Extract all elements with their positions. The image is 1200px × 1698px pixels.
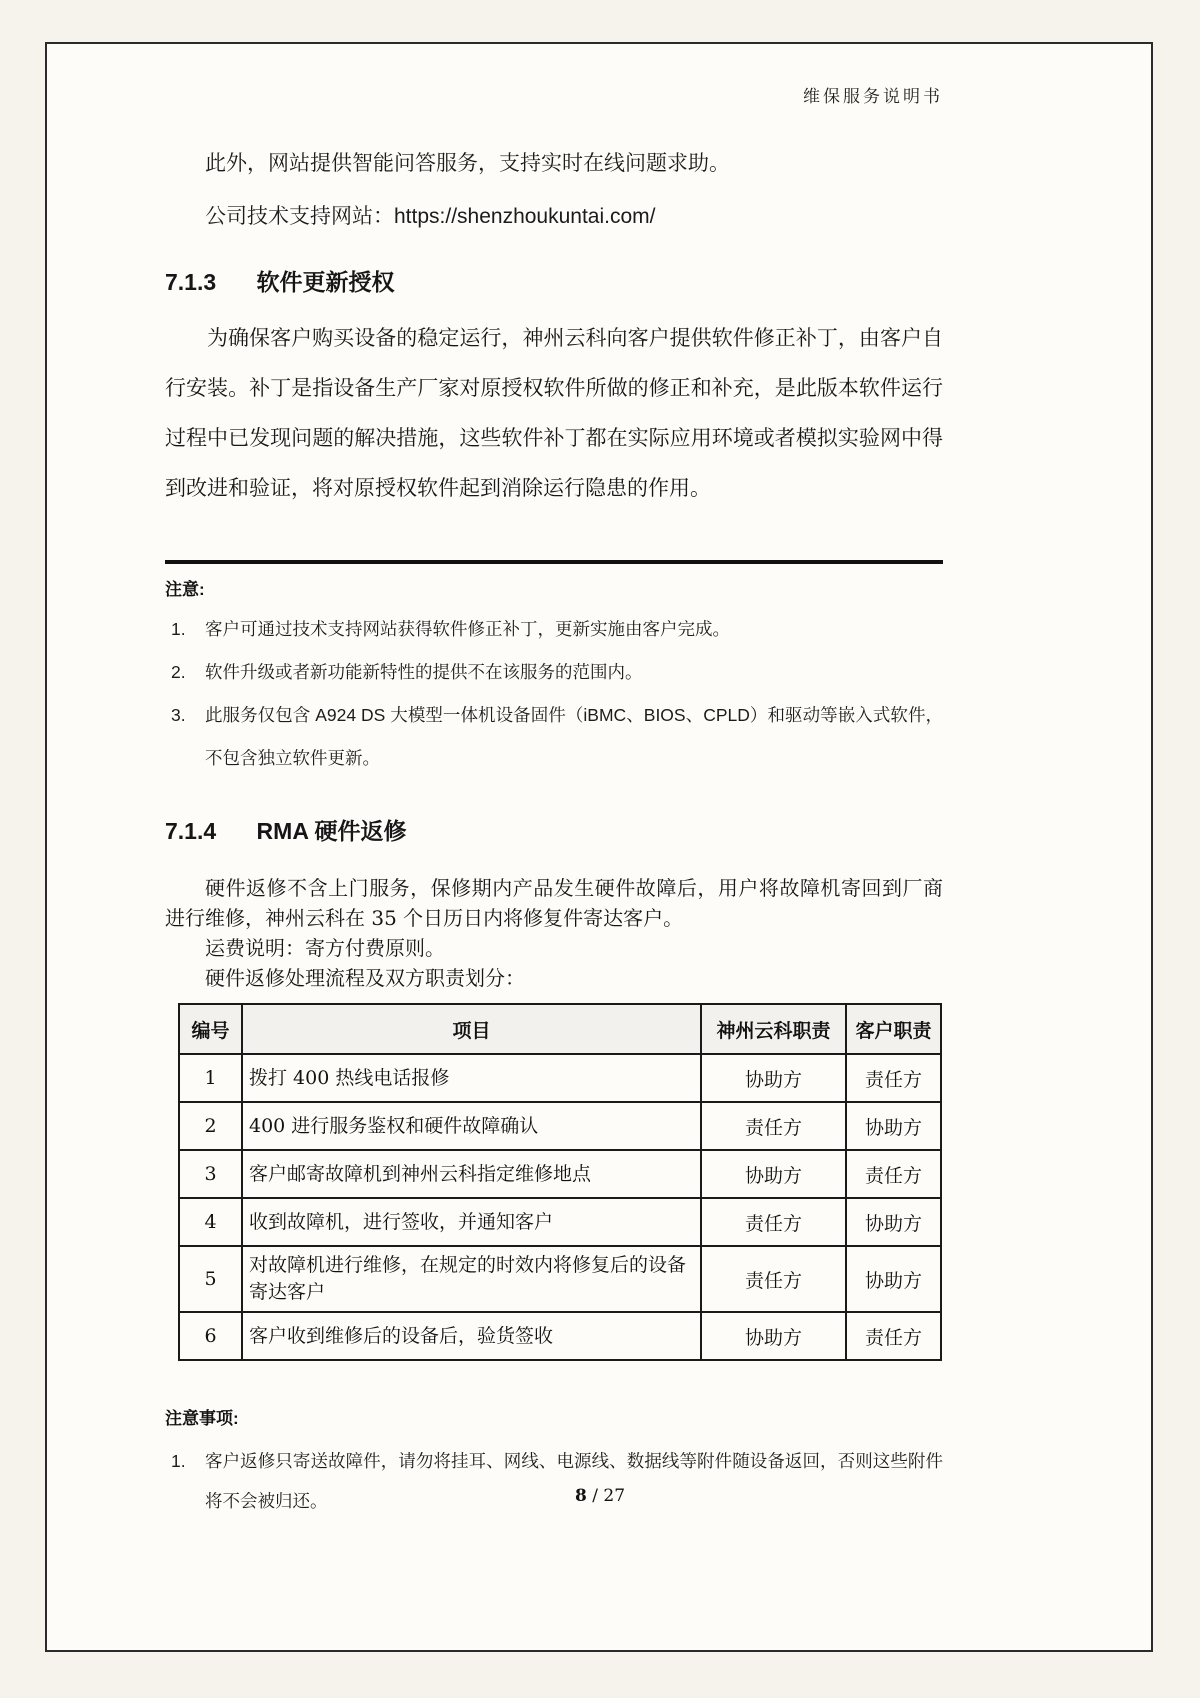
cell-vendor-duty: 协助方 — [701, 1150, 846, 1198]
cell-vendor-duty: 责任方 — [701, 1102, 846, 1150]
cell-customer-duty: 协助方 — [846, 1246, 941, 1312]
section-heading-7-1-4 — [165, 816, 943, 847]
intro-paragraph-2: 公司技术支持网站：https://shenzhoukuntai.com/ — [205, 205, 656, 228]
cell-vendor-duty: 协助方 — [701, 1312, 846, 1360]
cell-item: 400 进行服务鉴权和硬件故障确认 — [242, 1102, 701, 1150]
section-7-1-4-paragraph: 硬件返修不含上门服务，保修期内产品发生硬件故障后，用户将故障机寄回到厂商进行维修，神州云科在 35 个日历日内将修复件寄达客户。 — [165, 876, 943, 930]
current-page-number: 8 — [574, 1486, 587, 1506]
cell-item: 收到故障机，进行签收，并通知客户 — [242, 1198, 701, 1246]
cell-item: 对故障机进行维修，在规定的时效内将修复后的设备寄达客户 — [242, 1246, 701, 1312]
cell-vendor-duty: 协助方 — [701, 1054, 846, 1102]
section-title: RMA 硬件返修 — [256, 818, 407, 844]
process-intro-line: 硬件返修处理流程及双方职责划分： — [205, 966, 525, 990]
section-7-1-3-body: 为确保客户购买设备的稳定运行，神州云科向客户提供软件修正补丁，由客户自行安装。补丁是指设备生产厂家对原授权软件所做的修正和补充，是此版本软件运行过程中已发现问题的解决措施，这些软件补丁都在实际应用环境或者模拟实验网中得到改进和验证，将对原授权软件起到消除运行隐患的作用。 — [165, 327, 943, 500]
notice-item — [165, 1441, 943, 1521]
rma-responsibility-table — [178, 1003, 942, 1361]
notice-item-text: 客户返修只寄送故障件，请勿将挂耳、网线、电源线、数据线等附件随设备返回，否则这些附件将不会被归还。 — [205, 1451, 943, 1511]
note-item-text: 软件升级或者新功能新特性的提供不在该服务的范围内。 — [205, 662, 643, 682]
total-pages: 27 — [603, 1486, 626, 1506]
cell-item: 客户收到维修后的设备后，验货签收 — [242, 1312, 701, 1360]
section-title: 软件更新授权 — [256, 269, 395, 295]
table-row — [179, 1102, 941, 1150]
notice-label: 注意事项: — [165, 1409, 239, 1428]
cell-number: 1 — [179, 1054, 242, 1102]
section-number: 7.1.3 — [165, 269, 217, 295]
cell-number: 6 — [179, 1312, 242, 1360]
note-list — [165, 608, 943, 780]
column-header-customer-duty: 客户职责 — [846, 1004, 941, 1054]
cell-customer-duty: 协助方 — [846, 1198, 941, 1246]
note-item — [165, 694, 943, 780]
notice-item-number: 1. — [171, 1451, 186, 1471]
note-item-number: 1. — [171, 619, 186, 639]
cell-item: 客户邮寄故障机到神州云科指定维修地点 — [242, 1150, 701, 1198]
table-row — [179, 1054, 941, 1102]
cell-number: 4 — [179, 1198, 242, 1246]
shipping-note-line: 运费说明：寄方付费原则。 — [205, 936, 445, 960]
note-item-text: 此服务仅包含 A924 DS 大模型一体机设备固件（iBMC、BIOS、CPLD）和驱动等嵌入式软件，不包含独立软件更新。 — [205, 705, 943, 768]
cell-customer-duty: 责任方 — [846, 1312, 941, 1360]
table-header-row — [179, 1004, 941, 1054]
cell-customer-duty: 责任方 — [846, 1054, 941, 1102]
cell-number: 5 — [179, 1246, 242, 1312]
page-content — [165, 70, 943, 1521]
notice-list — [165, 1441, 943, 1521]
note-item-number: 3. — [171, 705, 186, 725]
column-header-vendor-duty: 神州云科职责 — [701, 1004, 846, 1054]
cell-number: 3 — [179, 1150, 242, 1198]
column-header-item: 项目 — [242, 1004, 701, 1054]
cell-number: 2 — [179, 1102, 242, 1150]
note-item — [165, 608, 943, 651]
table-row — [179, 1150, 941, 1198]
table-row — [179, 1198, 941, 1246]
cell-item: 拨打 400 热线电话报修 — [242, 1054, 701, 1102]
note-divider-rule — [165, 560, 943, 564]
column-header-number: 编号 — [179, 1004, 242, 1054]
page-footer — [0, 1486, 1200, 1506]
note-item-number: 2. — [171, 662, 186, 682]
section-heading-7-1-3 — [165, 267, 943, 298]
note-item-text: 客户可通过技术支持网站获得软件修正补丁，更新实施由客户完成。 — [205, 619, 730, 639]
cell-vendor-duty: 责任方 — [701, 1246, 846, 1312]
table-row — [179, 1246, 941, 1312]
cell-customer-duty: 协助方 — [846, 1102, 941, 1150]
page-separator: / — [586, 1486, 604, 1506]
note-label: 注意: — [165, 580, 205, 599]
cell-vendor-duty: 责任方 — [701, 1198, 846, 1246]
document-header-title: 维保服务说明书 — [803, 87, 943, 107]
table-row — [179, 1312, 941, 1360]
section-number: 7.1.4 — [165, 818, 217, 844]
intro-paragraph-1: 此外，网站提供智能问答服务，支持实时在线问题求助。 — [205, 152, 730, 175]
note-item — [165, 651, 943, 694]
cell-customer-duty: 责任方 — [846, 1150, 941, 1198]
